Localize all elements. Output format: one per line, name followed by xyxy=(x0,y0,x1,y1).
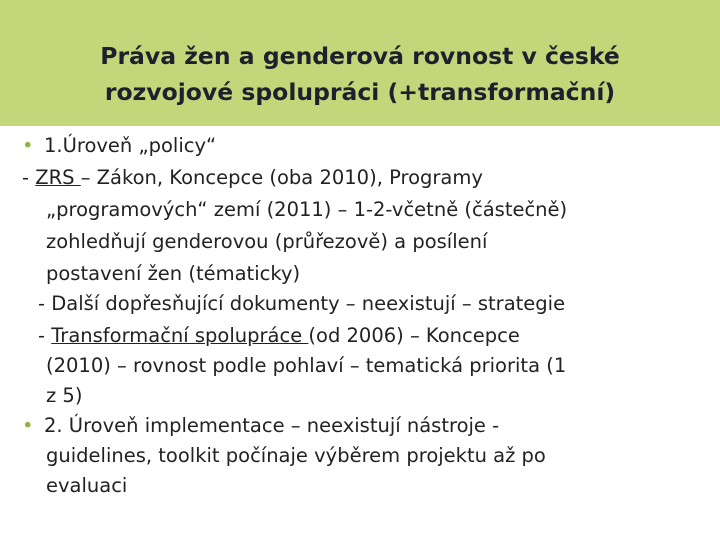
transformation-underlined: Transformační spolupráce xyxy=(51,324,309,347)
item-other-docs: - Další dopřesňující dokumenty – neexistují – strategie xyxy=(38,292,566,315)
item-implementation-continuation-1: guidelines, toolkit počínaje výběrem projektu až po xyxy=(46,444,546,467)
slide-title xyxy=(0,38,720,110)
title-bar xyxy=(0,0,720,126)
bullet-item-policy xyxy=(22,130,216,162)
bullet-item-implementation xyxy=(22,410,499,442)
zrs-underlined: ZRS xyxy=(35,166,81,189)
item-transformation-continuation-1: (2010) – rovnost podle pohlaví – tematická priorita (1 xyxy=(46,354,567,377)
item-transformation-continuation-2: z 5) xyxy=(46,384,83,407)
item-text: (od 2006) – Koncepce xyxy=(308,324,520,347)
slide-title-line-2: rozvojové spolupráci (+transformační) xyxy=(104,78,616,106)
item-transformation xyxy=(38,320,520,352)
item-dash: - xyxy=(38,324,52,347)
item-dash: - xyxy=(22,166,36,189)
item-zrs-continuation-1: „programových“ zemí (2011) – 1-2-včetně (částečně) xyxy=(46,198,568,221)
slide-title-line-1: Práva žen a genderová rovnost v české xyxy=(100,42,620,70)
item-zrs xyxy=(22,162,483,194)
item-zrs-continuation-3: postavení žen (tématicky) xyxy=(46,262,301,285)
item-text: 1.Úroveň „policy“ xyxy=(44,134,217,157)
bullet-icon: • xyxy=(22,134,34,157)
bullet-icon: • xyxy=(22,414,34,437)
item-text: – Zákon, Koncepce (oba 2010), Programy xyxy=(80,166,483,189)
item-zrs-continuation-2: zohledňují genderovou (průřezově) a posílení xyxy=(46,230,488,253)
item-text: 2. Úroveň implementace – neexistují nástroje - xyxy=(44,414,500,437)
item-implementation-continuation-2: evaluaci xyxy=(46,474,128,497)
